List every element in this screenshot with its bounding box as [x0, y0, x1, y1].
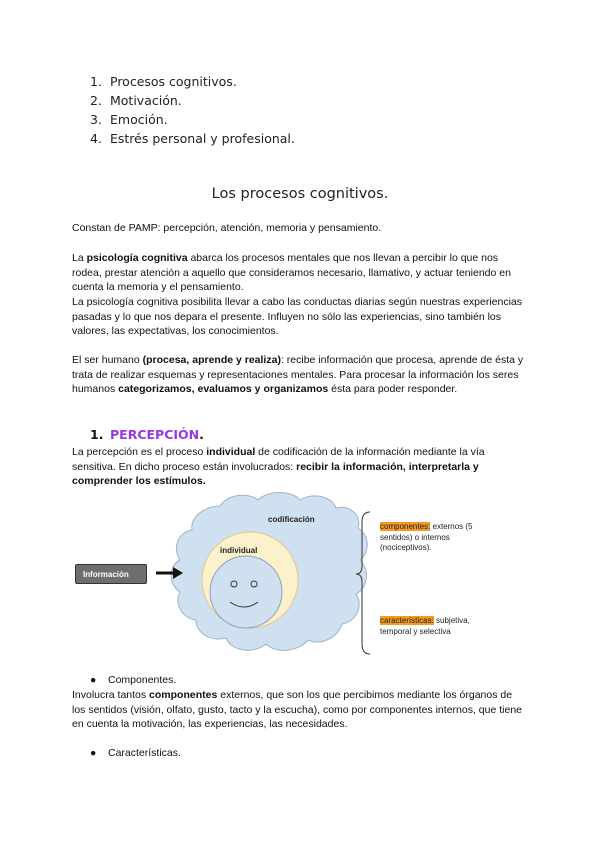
paragraph-cognitive-psychology: La psicología cognitiva abarca los procesos mentales que nos llevan a percibir lo que nos rodea, prestar atención a aquello que consideramos necesario, llamativo, y actuar teniendo en cuenta la memoria y el pensamiento. — [72, 252, 511, 293]
characteristics-note: características: subjetiva, temporal y selectiva — [380, 616, 470, 636]
toc-item: 2. Motivación. — [90, 93, 182, 108]
bullet-characteristics: ● Características. — [90, 747, 181, 759]
bullet-icon: ● — [90, 747, 97, 759]
components-note: componentes: externos (5 sentidos) o internos (nociceptivos). — [380, 522, 473, 552]
bullet-icon: ● — [90, 674, 97, 686]
paragraph-perception: La percepción es el proceso individual de codificación de la información mediante la vía sensitiva. En dicho proceso están involucrados: recibir la información, interpretarla y comprender los estímulos. — [72, 446, 485, 487]
toc-item: 1. Procesos cognitivos. — [90, 74, 237, 89]
face-circle — [210, 556, 282, 628]
section-title: Los procesos cognitivos. — [211, 186, 389, 202]
table-of-contents — [90, 72, 295, 148]
perception-heading: 1. PERCEPCIÓN. — [90, 427, 204, 442]
coding-label: codificación — [268, 515, 315, 524]
paragraph-components: Involucra tantos componentes externos, que son los que percibimos mediante los órganos de los sentidos (visión, olfato, gusto, tacto y la escucha), como por componentes internos, que tiene en cuenta la motivación, las experiencias, las necesidades. — [72, 689, 522, 730]
toc-item: 4. Estrés personal y profesional. — [90, 131, 295, 146]
paragraph-daily-conduct: La psicología cognitiva posibilita llevar a cabo las conductas diarias según nuestras experiencias pasadas y lo que nos depara el presente. Influyen no sólo las experiencias, sino también los valores, las expectativas, los conocimientos. — [72, 296, 523, 337]
perception-diagram — [70, 488, 510, 660]
information-box: Información — [75, 564, 147, 584]
bullet-components: ● Componentes. — [90, 674, 177, 686]
intro-paragraph: Constan de PAMP: percepción, atención, memoria y pensamiento. — [72, 222, 382, 234]
toc-item: 3. Emoción. — [90, 112, 168, 127]
individual-label: individual — [220, 546, 258, 555]
paragraph-human-being: El ser humano (procesa, aprende y realiza): recibe información que procesa, aprende de ésta y trata de realizar esquemas y representaciones mentales. Para procesar la información los seres humanos categorizamos, evaluamos y organizamos ésta para poder responder. — [72, 354, 524, 395]
